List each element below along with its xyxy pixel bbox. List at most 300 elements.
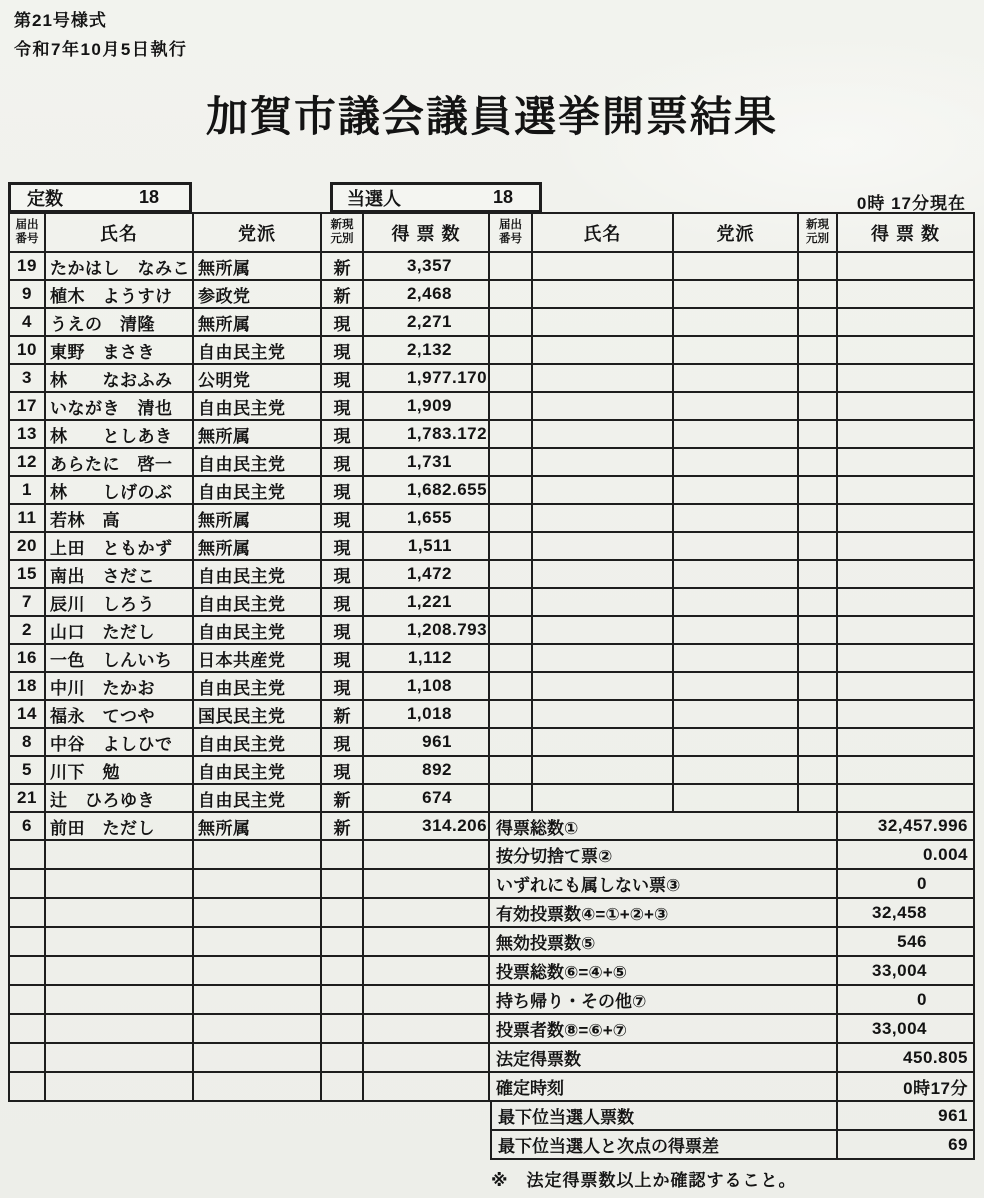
candidate-row <box>8 673 975 701</box>
empty-votes-cell <box>838 309 975 337</box>
candidate-party-cell: 自由民主党 <box>194 449 322 477</box>
summary-label: 確定時刻 <box>490 1073 838 1102</box>
candidate-status-cell: 現 <box>322 589 364 617</box>
header-party-right <box>674 212 799 253</box>
empty-party-cell <box>674 673 799 701</box>
summary-row <box>8 1102 975 1131</box>
summary-row <box>8 928 975 957</box>
empty-votes-cell <box>838 645 975 673</box>
empty-votes-cell <box>838 561 975 589</box>
table-body <box>8 253 975 1160</box>
candidate-name-cell: 辻 ひろゆき <box>46 785 194 813</box>
empty-entry-no-cell <box>490 337 533 365</box>
candidate-party-cell: 自由民主党 <box>194 589 322 617</box>
elected-label: 当選人 <box>347 188 401 209</box>
empty-votes-cell <box>838 757 975 785</box>
candidate-row <box>8 701 975 729</box>
seats-value: 18 <box>138 187 159 207</box>
candidate-name-cell: 林 なおふみ <box>46 365 194 393</box>
empty-name-cell <box>46 957 194 986</box>
empty-status-cell <box>799 393 838 421</box>
empty-entry-no-cell <box>490 617 533 645</box>
candidate-entry-no-cell: 4 <box>8 309 46 337</box>
candidate-votes-cell <box>364 253 490 281</box>
candidate-entry-no-cell: 21 <box>8 785 46 813</box>
empty-name-cell <box>533 701 674 729</box>
summary-value: 0時17分 <box>838 1073 975 1102</box>
empty-status-cell <box>322 986 364 1015</box>
empty-name-cell <box>533 561 674 589</box>
candidate-status-cell: 現 <box>322 729 364 757</box>
empty-name-cell <box>533 533 674 561</box>
empty-votes-cell <box>838 281 975 309</box>
candidate-entry-no-cell: 8 <box>8 729 46 757</box>
empty-entry-no-cell <box>490 449 533 477</box>
empty-votes-cell <box>364 899 490 928</box>
candidate-name-cell: 川下 勉 <box>46 757 194 785</box>
header-status-left <box>322 212 364 253</box>
candidate-votes-cell <box>364 337 490 365</box>
table-spacer <box>8 1102 490 1131</box>
summary-value: 32,457.996 <box>838 813 975 841</box>
empty-status-cell <box>799 309 838 337</box>
summary-row <box>8 1044 975 1073</box>
empty-party-cell <box>194 986 322 1015</box>
candidate-votes-cell <box>364 673 490 701</box>
empty-name-cell <box>533 477 674 505</box>
empty-name-cell <box>533 729 674 757</box>
summary-row <box>8 1015 975 1044</box>
empty-votes-cell <box>838 729 975 757</box>
candidate-entry-no-cell: 17 <box>8 393 46 421</box>
candidate-status-cell: 現 <box>322 309 364 337</box>
empty-votes-cell <box>838 449 975 477</box>
seats-box <box>8 182 192 213</box>
empty-votes-cell <box>364 841 490 870</box>
summary-row <box>8 957 975 986</box>
vote-decimal-part: .793 <box>452 620 488 639</box>
empty-name-cell <box>533 449 674 477</box>
header-name-label: 氏名 <box>583 223 622 244</box>
vote-decimal-part: .206 <box>452 816 488 835</box>
empty-name-cell <box>533 281 674 309</box>
header-votes-left <box>364 212 490 253</box>
as-of-time: 0時 17分現在 <box>856 194 966 213</box>
empty-party-cell <box>674 337 799 365</box>
summary-row <box>8 899 975 928</box>
empty-name-cell <box>533 617 674 645</box>
empty-name-cell <box>46 1015 194 1044</box>
candidate-entry-no-cell: 20 <box>8 533 46 561</box>
candidate-party-cell: 自由民主党 <box>194 757 322 785</box>
candidate-votes-cell <box>364 813 490 841</box>
empty-entry-no-cell <box>490 253 533 281</box>
candidate-name-cell: あらたに 啓一 <box>46 449 194 477</box>
candidate-row <box>8 645 975 673</box>
empty-party-cell <box>674 421 799 449</box>
summary-value: 961 <box>838 1102 975 1131</box>
summary-value: 0 <box>838 870 975 899</box>
summary-row <box>8 870 975 899</box>
empty-votes-cell <box>838 337 975 365</box>
empty-name-cell <box>46 1044 194 1073</box>
candidate-party-cell: 自由民主党 <box>194 785 322 813</box>
vote-integer-part: 3,357 <box>406 256 452 275</box>
candidate-party-cell: 無所属 <box>194 421 322 449</box>
empty-party-cell <box>674 505 799 533</box>
candidate-status-cell: 新 <box>322 813 364 841</box>
empty-status-cell <box>799 337 838 365</box>
empty-status-cell <box>799 757 838 785</box>
empty-status-cell <box>799 449 838 477</box>
vote-integer-part: 1,472 <box>406 564 452 583</box>
candidate-name-cell: 前田 ただし <box>46 813 194 841</box>
candidate-row <box>8 505 975 533</box>
candidate-row <box>8 729 975 757</box>
empty-status-cell <box>322 1073 364 1102</box>
empty-status-cell <box>799 477 838 505</box>
vote-decimal-part: .655 <box>452 480 488 499</box>
empty-entry-no-cell <box>490 281 533 309</box>
empty-votes-cell <box>364 870 490 899</box>
candidate-name-cell: 中谷 よしひで <box>46 729 194 757</box>
vote-integer-part: 1,511 <box>407 536 452 555</box>
empty-status-cell <box>322 899 364 928</box>
candidate-entry-no-cell: 16 <box>8 645 46 673</box>
candidate-entry-no-cell: 14 <box>8 701 46 729</box>
vote-integer-part: 1,018 <box>406 704 452 723</box>
summary-value: 546 <box>838 928 975 957</box>
candidate-votes-cell <box>364 757 490 785</box>
empty-entry-no-cell <box>490 393 533 421</box>
empty-party-cell <box>674 729 799 757</box>
candidate-party-cell: 無所属 <box>194 533 322 561</box>
candidate-votes-cell <box>364 617 490 645</box>
empty-entry-no-cell <box>490 477 533 505</box>
summary-row <box>8 1073 975 1102</box>
candidate-name-cell: 東野 まさき <box>46 337 194 365</box>
header-status-line1: 新現 <box>330 218 354 231</box>
candidate-votes-cell <box>364 645 490 673</box>
seats-label: 定数 <box>27 188 63 209</box>
empty-entry-no-cell <box>490 757 533 785</box>
empty-name-cell <box>533 365 674 393</box>
candidate-votes-cell <box>364 505 490 533</box>
empty-party-cell <box>194 1073 322 1102</box>
empty-status-cell <box>799 673 838 701</box>
empty-votes-cell <box>838 533 975 561</box>
vote-integer-part: 1,112 <box>407 648 452 667</box>
candidate-votes-cell <box>364 785 490 813</box>
footnote: ※ 法定得票数以上か確認すること。 <box>491 1171 797 1190</box>
candidate-name-cell: 上田 ともかず <box>46 533 194 561</box>
empty-party-cell <box>194 870 322 899</box>
summary-label: 無効投票数⑤ <box>490 928 838 957</box>
candidate-name-cell: 一色 しんいち <box>46 645 194 673</box>
form-number: 第21号様式 <box>14 11 107 30</box>
empty-votes-cell <box>364 957 490 986</box>
empty-name-cell <box>46 899 194 928</box>
header-entry-no-left <box>8 212 46 253</box>
vote-integer-part: 1,909 <box>406 396 452 415</box>
candidate-status-cell: 新 <box>322 281 364 309</box>
empty-entry-no-cell <box>490 645 533 673</box>
empty-entry-no-cell <box>490 701 533 729</box>
summary-row <box>8 1131 975 1160</box>
empty-name-cell <box>533 505 674 533</box>
empty-party-cell <box>674 393 799 421</box>
empty-entry-no-cell <box>8 957 46 986</box>
candidate-name-cell: 若林 高 <box>46 505 194 533</box>
candidate-entry-no-cell: 18 <box>8 673 46 701</box>
empty-votes-cell <box>838 589 975 617</box>
empty-status-cell <box>322 870 364 899</box>
candidate-votes-cell <box>364 561 490 589</box>
candidate-name-cell: 福永 てつや <box>46 701 194 729</box>
empty-entry-no-cell <box>490 505 533 533</box>
candidate-votes-cell <box>364 309 490 337</box>
empty-entry-no-cell <box>490 785 533 813</box>
candidate-status-cell: 現 <box>322 617 364 645</box>
candidate-entry-no-cell: 5 <box>8 757 46 785</box>
empty-status-cell <box>799 253 838 281</box>
empty-entry-no-cell <box>8 986 46 1015</box>
empty-votes-cell <box>364 986 490 1015</box>
summary-label: 投票総数⑥=④+⑤ <box>490 957 838 986</box>
candidate-row <box>8 477 975 505</box>
candidate-row <box>8 617 975 645</box>
candidate-name-cell: 植木 ようすけ <box>46 281 194 309</box>
summary-label: 按分切捨て票② <box>490 841 838 870</box>
empty-party-cell <box>674 617 799 645</box>
candidate-votes-cell <box>364 729 490 757</box>
candidate-row <box>8 421 975 449</box>
empty-status-cell <box>322 928 364 957</box>
empty-name-cell <box>46 986 194 1015</box>
empty-name-cell <box>533 589 674 617</box>
empty-name-cell <box>533 253 674 281</box>
candidate-party-cell: 公明党 <box>194 365 322 393</box>
empty-entry-no-cell <box>490 729 533 757</box>
empty-entry-no-cell <box>8 928 46 957</box>
empty-votes-cell <box>838 421 975 449</box>
summary-label: 法定得票数 <box>490 1044 838 1073</box>
candidate-row <box>8 337 975 365</box>
vote-integer-part: 674 <box>422 788 452 807</box>
candidate-row <box>8 785 975 813</box>
candidate-party-cell: 参政党 <box>194 281 322 309</box>
empty-status-cell <box>799 421 838 449</box>
header-status-line2: 元別 <box>330 232 354 245</box>
empty-entry-no-cell <box>8 1015 46 1044</box>
header-entry-no-line1: 届出 <box>499 218 522 231</box>
empty-entry-no-cell <box>8 1073 46 1102</box>
empty-entry-no-cell <box>490 673 533 701</box>
summary-value: 0 <box>838 986 975 1015</box>
candidate-row <box>8 561 975 589</box>
empty-name-cell <box>46 870 194 899</box>
candidate-entry-no-cell: 11 <box>8 505 46 533</box>
candidate-votes-cell <box>364 701 490 729</box>
header-name-label: 氏名 <box>100 223 138 244</box>
header-status-right <box>799 212 838 253</box>
header-party-label: 党派 <box>238 223 276 244</box>
candidate-party-cell: 自由民主党 <box>194 393 322 421</box>
empty-party-cell <box>674 449 799 477</box>
empty-votes-cell <box>364 928 490 957</box>
candidate-entry-no-cell: 19 <box>8 253 46 281</box>
header-status-line1: 新現 <box>806 218 829 231</box>
candidate-name-cell: 南出 さだこ <box>46 561 194 589</box>
summary-value: 33,004 <box>838 957 975 986</box>
empty-name-cell <box>533 337 674 365</box>
candidate-status-cell: 現 <box>322 421 364 449</box>
candidate-entry-no-cell: 1 <box>8 477 46 505</box>
empty-entry-no-cell <box>490 365 533 393</box>
empty-status-cell <box>322 1044 364 1073</box>
candidate-row <box>8 449 975 477</box>
vote-integer-part: 2,132 <box>406 340 452 359</box>
empty-votes-cell <box>838 393 975 421</box>
vote-integer-part: 1,731 <box>406 452 452 471</box>
vote-integer-part: 314 <box>422 816 452 835</box>
empty-party-cell <box>194 841 322 870</box>
empty-entry-no-cell <box>490 589 533 617</box>
summary-label: 有効投票数④=①+②+③ <box>490 899 838 928</box>
candidate-status-cell: 現 <box>322 645 364 673</box>
vote-integer-part: 1,977 <box>406 368 452 387</box>
empty-party-cell <box>194 899 322 928</box>
empty-party-cell <box>674 645 799 673</box>
empty-status-cell <box>799 281 838 309</box>
empty-status-cell <box>799 617 838 645</box>
empty-entry-no-cell <box>490 421 533 449</box>
candidate-name-cell: 中川 たかお <box>46 673 194 701</box>
candidate-entry-no-cell: 13 <box>8 421 46 449</box>
empty-party-cell <box>194 1015 322 1044</box>
candidate-status-cell: 現 <box>322 757 364 785</box>
empty-votes-cell <box>838 477 975 505</box>
empty-entry-no-cell <box>8 870 46 899</box>
candidate-votes-cell <box>364 477 490 505</box>
header-entry-no-line2: 番号 <box>15 232 39 245</box>
empty-party-cell <box>674 281 799 309</box>
header-entry-no-line2: 番号 <box>499 232 522 245</box>
candidate-votes-cell <box>364 449 490 477</box>
empty-entry-no-cell <box>8 841 46 870</box>
empty-status-cell <box>322 841 364 870</box>
candidate-name-cell: 林 しげのぶ <box>46 477 194 505</box>
empty-votes-cell <box>838 253 975 281</box>
candidate-status-cell: 現 <box>322 533 364 561</box>
summary-label: いずれにも属しない票③ <box>490 870 838 899</box>
vote-integer-part: 2,271 <box>406 312 452 331</box>
header-name-right <box>533 212 674 253</box>
vote-integer-part: 1,783 <box>406 424 452 443</box>
summary-value: 33,004 <box>838 1015 975 1044</box>
empty-name-cell <box>533 673 674 701</box>
empty-status-cell <box>799 785 838 813</box>
candidate-status-cell: 現 <box>322 505 364 533</box>
empty-status-cell <box>799 589 838 617</box>
candidate-name-cell: 林 としあき <box>46 421 194 449</box>
empty-party-cell <box>674 757 799 785</box>
empty-status-cell <box>322 957 364 986</box>
page-title: 加賀市議会議員選挙開票結果 <box>205 93 778 140</box>
candidate-status-cell: 現 <box>322 673 364 701</box>
elected-value: 18 <box>492 187 513 207</box>
candidate-party-cell: 無所属 <box>194 813 322 841</box>
candidate-entry-no-cell: 9 <box>8 281 46 309</box>
empty-name-cell <box>46 928 194 957</box>
candidate-row <box>8 813 975 841</box>
candidate-name-cell: 山口 ただし <box>46 617 194 645</box>
empty-party-cell <box>674 701 799 729</box>
candidate-votes-cell <box>364 421 490 449</box>
empty-votes-cell <box>838 701 975 729</box>
candidate-entry-no-cell: 10 <box>8 337 46 365</box>
summary-value: 69 <box>838 1131 975 1160</box>
empty-party-cell <box>194 928 322 957</box>
candidate-party-cell: 自由民主党 <box>194 673 322 701</box>
candidate-row <box>8 365 975 393</box>
empty-party-cell <box>674 309 799 337</box>
summary-value: 450.805 <box>838 1044 975 1073</box>
candidate-party-cell: 無所属 <box>194 505 322 533</box>
table-header-row <box>8 212 975 253</box>
candidate-votes-cell <box>364 281 490 309</box>
summary-label: 最下位当選人票数 <box>490 1102 838 1131</box>
empty-name-cell <box>533 421 674 449</box>
empty-status-cell <box>799 505 838 533</box>
summary-value: 0.004 <box>838 841 975 870</box>
empty-status-cell <box>799 365 838 393</box>
empty-entry-no-cell <box>490 533 533 561</box>
elected-box <box>330 182 542 213</box>
candidate-status-cell: 新 <box>322 701 364 729</box>
empty-name-cell <box>46 841 194 870</box>
candidate-row <box>8 309 975 337</box>
empty-party-cell <box>194 957 322 986</box>
candidate-entry-no-cell: 2 <box>8 617 46 645</box>
empty-votes-cell <box>838 617 975 645</box>
header-status-line2: 元別 <box>806 232 829 245</box>
empty-status-cell <box>799 729 838 757</box>
empty-status-cell <box>799 561 838 589</box>
summary-row <box>8 986 975 1015</box>
empty-status-cell <box>799 701 838 729</box>
header-party-label: 党派 <box>716 223 755 244</box>
empty-entry-no-cell <box>8 899 46 928</box>
empty-entry-no-cell <box>490 309 533 337</box>
empty-name-cell <box>533 757 674 785</box>
candidate-party-cell: 自由民主党 <box>194 617 322 645</box>
candidate-status-cell: 新 <box>322 253 364 281</box>
candidate-entry-no-cell: 3 <box>8 365 46 393</box>
candidate-party-cell: 自由民主党 <box>194 729 322 757</box>
empty-party-cell <box>194 1044 322 1073</box>
summary-label: 持ち帰り・その他⑦ <box>490 986 838 1015</box>
candidate-party-cell: 無所属 <box>194 309 322 337</box>
candidate-status-cell: 現 <box>322 365 364 393</box>
summary-label: 投票者数⑧=⑥+⑦ <box>490 1015 838 1044</box>
candidate-votes-cell <box>364 589 490 617</box>
header-votes-label: 得 票 数 <box>870 223 940 244</box>
vote-decimal-part: .170 <box>452 368 488 387</box>
empty-votes-cell <box>364 1044 490 1073</box>
empty-name-cell <box>46 1073 194 1102</box>
empty-votes-cell <box>364 1015 490 1044</box>
